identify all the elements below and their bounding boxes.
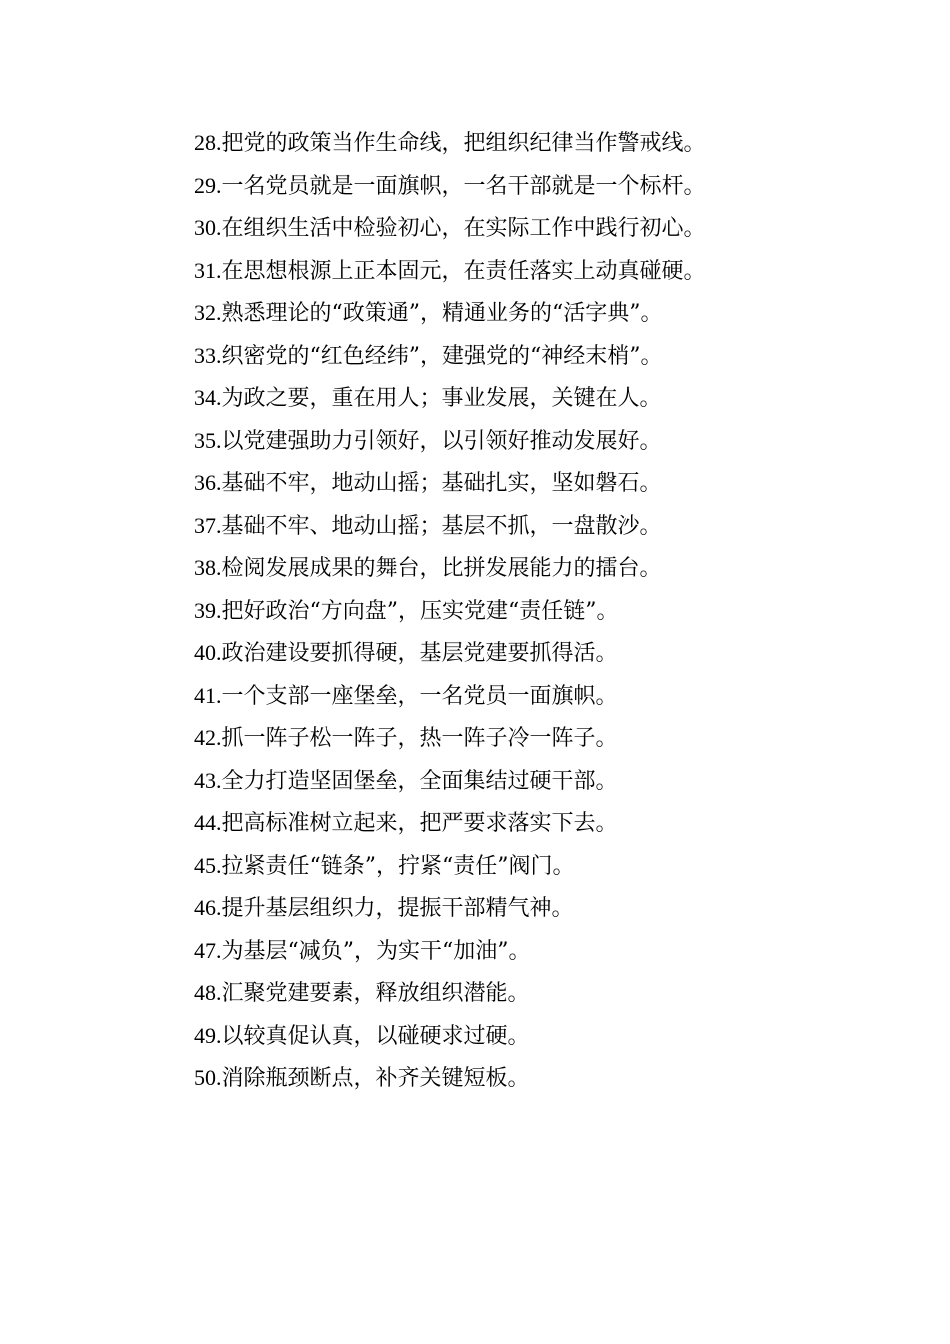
item-text: 抓一阵子松一阵子，热一阵子冷一阵子。 [221, 726, 618, 751]
list-item [194, 292, 706, 335]
item-number: 42. [194, 725, 222, 750]
list-item [194, 845, 706, 888]
item-text: 把高标准树立起来，把严要求落实下去。 [221, 811, 618, 836]
slogan-list [194, 122, 706, 1100]
item-number: 36. [194, 470, 222, 495]
item-text: 一个支部一座堡垒，一名党员一面旗帜。 [221, 683, 618, 709]
item-number: 43. [194, 767, 222, 793]
item-number: 32. [194, 300, 222, 325]
item-text: 基础不牢、地动山摇；基层不抓，一盘散沙。 [221, 513, 662, 539]
list-item [194, 505, 706, 548]
item-number: 33. [194, 342, 222, 368]
item-text: 一名党员就是一面旗帜，一名干部就是一个标杆。 [221, 173, 706, 199]
item-text: 拉紧责任“链条”，拧紧“责任”阀门。 [221, 853, 575, 879]
list-item [194, 930, 706, 973]
list-item [194, 760, 706, 803]
item-number: 29. [194, 172, 222, 198]
list-item [194, 972, 706, 1015]
item-text: 基础不牢，地动山摇；基础扎实，坚如磐石。 [221, 471, 662, 496]
list-item [194, 207, 706, 250]
list-item [194, 1057, 706, 1100]
item-number: 34. [194, 385, 222, 410]
item-text: 熟悉理论的“政策通”，精通业务的“活字典”。 [221, 301, 663, 326]
list-item [194, 887, 706, 930]
item-text: 为基层“减负”，为实干“加油”。 [221, 938, 531, 964]
item-text: 把党的政策当作生命线，把组织纪律当作警戒线。 [221, 131, 706, 156]
list-item [194, 1015, 706, 1058]
item-text: 以党建强助力引领好，以引领好推动发展好。 [221, 428, 662, 454]
list-item [194, 377, 706, 420]
item-number: 30. [194, 215, 222, 240]
item-number: 41. [194, 682, 222, 708]
item-number: 47. [194, 937, 222, 963]
item-text: 全力打造坚固堡垒，全面集结过硬干部。 [221, 768, 618, 794]
list-item [194, 547, 706, 590]
list-item [194, 802, 706, 845]
item-number: 37. [194, 512, 222, 538]
item-text: 在组织生活中检验初心，在实际工作中践行初心。 [221, 216, 706, 241]
item-text: 消除瓶颈断点，补齐关键短板。 [221, 1066, 530, 1091]
item-text: 政治建设要抓得硬，基层党建要抓得活。 [221, 641, 618, 666]
list-item [194, 717, 706, 760]
item-number: 50. [194, 1065, 222, 1090]
item-number: 49. [194, 1022, 222, 1048]
item-text: 汇聚党建要素，释放组织潜能。 [221, 981, 530, 1006]
list-item [194, 420, 706, 463]
item-number: 39. [194, 597, 222, 623]
item-text: 提升基层组织力，提振干部精气神。 [221, 896, 574, 921]
item-text: 为政之要，重在用人；事业发展，关键在人。 [221, 386, 662, 411]
list-item [194, 462, 706, 505]
item-number: 31. [194, 257, 222, 283]
list-item [194, 632, 706, 675]
item-text: 把好政治“方向盘”，压实党建“责任链”。 [221, 598, 619, 624]
item-text: 织密党的“红色经纬”，建强党的“神经末梢”。 [221, 343, 663, 369]
item-number: 28. [194, 130, 222, 155]
item-text: 以较真促认真，以碰硬求过硬。 [221, 1023, 530, 1049]
item-number: 38. [194, 555, 222, 580]
item-number: 48. [194, 980, 222, 1005]
item-text: 在思想根源上正本固元，在责任落实上动真碰硬。 [221, 258, 706, 284]
list-item [194, 250, 706, 293]
list-item [194, 335, 706, 378]
item-number: 44. [194, 810, 222, 835]
list-item [194, 165, 706, 208]
item-number: 40. [194, 640, 222, 665]
list-item [194, 675, 706, 718]
list-item [194, 590, 706, 633]
list-item [194, 122, 706, 165]
item-text: 检阅发展成果的舞台，比拼发展能力的擂台。 [221, 556, 662, 581]
item-number: 45. [194, 852, 222, 878]
item-number: 35. [194, 427, 222, 453]
item-number: 46. [194, 895, 222, 920]
